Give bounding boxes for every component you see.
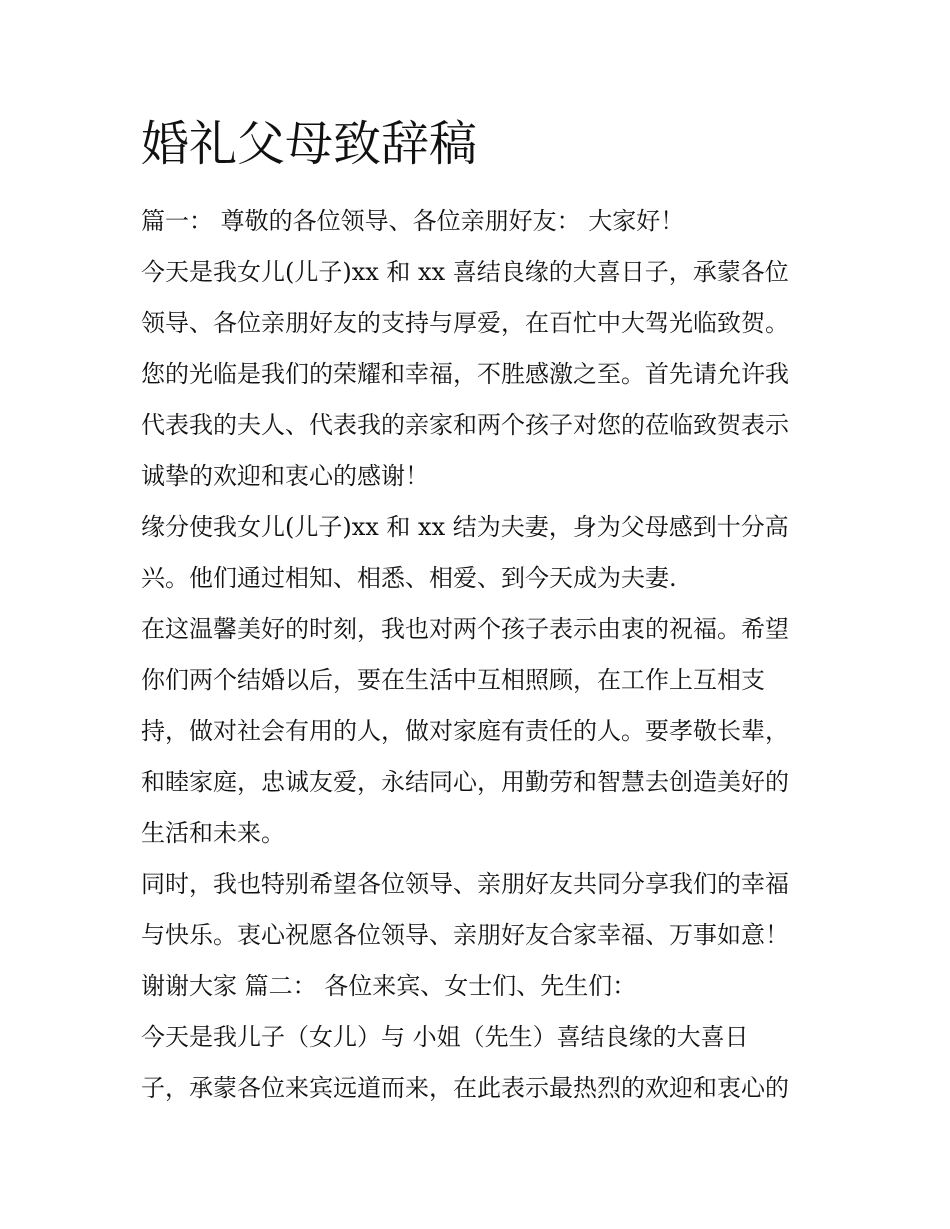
text-line: 和睦家庭，忠诚友爱，永结同心，用勤劳和智慧去创造美好的 — [141, 768, 789, 796]
text-line: 同时，我也特别希望各位领导、亲朋好友共同分享我们的幸福 — [141, 870, 789, 898]
document-title: 婚礼父母致辞稿 — [141, 116, 478, 172]
text-line: 篇一： 尊敬的各位领导、各位亲朋好友： 大家好！ — [141, 207, 685, 235]
text-line: 子，承蒙各位来宾远道而来，在此表示最热烈的欢迎和衷心的 — [141, 1074, 789, 1102]
text-line: 谢谢大家 篇二： 各位来宾、女士们、先生们： — [141, 972, 637, 1000]
text-line: 您的光临是我们的荣耀和幸福，不胜感激之至。首先请允许我 — [141, 360, 789, 388]
text-line: 与快乐。衷心祝愿各位领导、亲朋好友合家幸福、万事如意！ — [141, 921, 789, 949]
text-line: 缘分使我女儿(儿子)xx 和 xx 结为夫妻，身为父母感到十分高 — [141, 513, 789, 541]
text-line: 兴。他们通过相知、相悉、相爱、到今天成为夫妻. — [141, 564, 677, 592]
text-line: 领导、各位亲朋好友的支持与厚爱，在百忙中大驾光临致贺。 — [141, 309, 789, 337]
text-line: 生活和未来。 — [141, 819, 285, 847]
text-line: 代表我的夫人、代表我的亲家和两个孩子对您的莅临致贺表示 — [141, 411, 789, 439]
text-line: 今天是我儿子（女儿）与 小姐（先生）喜结良缘的大喜日 — [141, 1023, 749, 1051]
text-line: 在这温馨美好的时刻，我也对两个孩子表示由衷的祝福。希望 — [141, 615, 789, 643]
text-line: 诚挚的欢迎和衷心的感谢！ — [141, 462, 429, 490]
text-line: 今天是我女儿(儿子)xx 和 xx 喜结良缘的大喜日子，承蒙各位 — [141, 258, 789, 286]
text-line: 持，做对社会有用的人，做对家庭有责任的人。要孝敬长辈， — [141, 717, 789, 745]
document-body — [141, 196, 841, 1114]
text-line: 你们两个结婚以后，要在生活中互相照顾，在工作上互相支 — [141, 666, 765, 694]
